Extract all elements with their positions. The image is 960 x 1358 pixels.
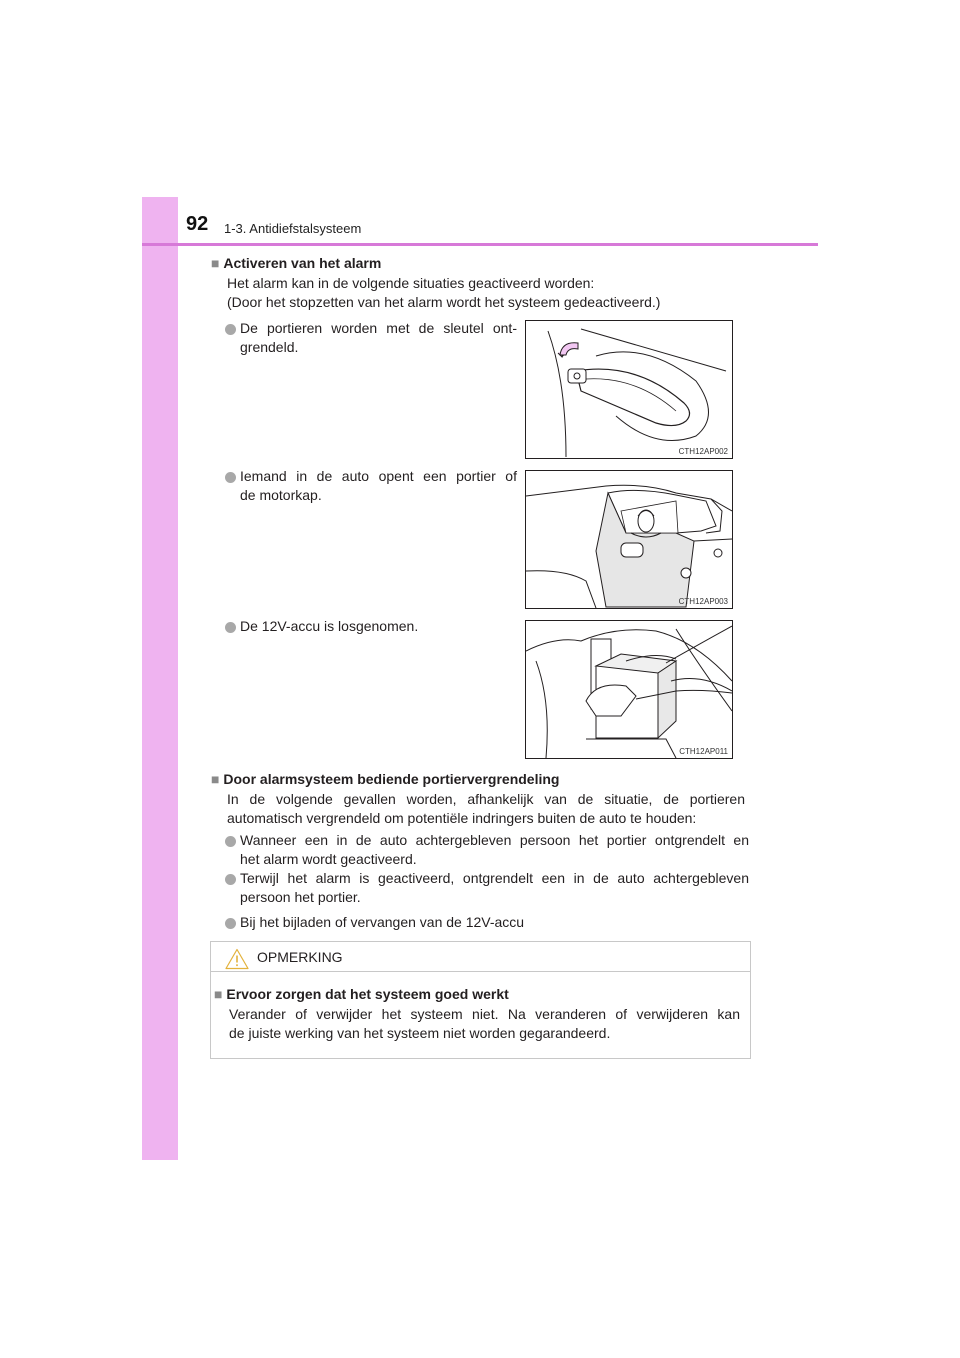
door-key-figure <box>525 320 733 459</box>
door-lock-intro-line2: automatisch vergrendeld om potentiële indringers buiten de auto te houden: <box>227 810 697 826</box>
heading-text: Door alarmsysteem bediende portiervergrendeling <box>223 771 560 787</box>
door-lock-intro-line1: In de volgende gevallen worden, afhankelijk van de situatie, de portieren <box>227 791 745 807</box>
section-title: 1-3. Antidiefstalsysteem <box>224 221 362 236</box>
notice-divider <box>211 971 750 972</box>
side-bar <box>142 197 178 1160</box>
notice-heading <box>214 985 509 1004</box>
notice-box <box>210 941 751 1059</box>
battery-removal-figure <box>525 620 733 759</box>
notice-text-line1: Verander of verwijder het systeem niet. Na veranderen of verwijderen kan <box>229 1006 740 1022</box>
alarm-intro-line1: Het alarm kan in de volgende situaties geactiveerd worden: <box>227 275 595 291</box>
heading-text: Activeren van het alarm <box>223 255 382 271</box>
warning-triangle-icon <box>225 948 249 970</box>
round-bullet-icon <box>225 472 236 483</box>
round-bullet-icon <box>225 836 236 847</box>
heading-text: Ervoor zorgen dat het systeem goed werkt <box>226 986 509 1002</box>
square-bullet-icon: ■ <box>211 771 220 787</box>
door-lock-bullet-2-line2: persoon het portier. <box>240 889 361 905</box>
round-bullet-icon <box>225 918 236 929</box>
door-lock-bullet-3-line1: Bij het bijladen of vervangen van de 12V-accu <box>240 914 525 930</box>
person-opens-door-figure <box>525 470 733 609</box>
alarm-intro-line2: (Door het stopzetten van het alarm wordt het systeem gedeactiveerd.) <box>227 294 661 310</box>
square-bullet-icon: ■ <box>211 255 220 271</box>
figure-code: CTH12AP002 <box>678 447 728 456</box>
header-rule <box>142 243 818 246</box>
section-heading-door-lock <box>211 770 559 789</box>
alarm-item-1-line2: grendeld. <box>240 339 299 355</box>
square-bullet-icon: ■ <box>214 986 223 1002</box>
page-number: 92 <box>186 213 209 235</box>
figure-code: CTH12AP011 <box>679 747 728 756</box>
notice-label: OPMERKING <box>257 949 343 965</box>
round-bullet-icon <box>225 324 236 335</box>
door-lock-bullet-1-line2: het alarm wordt geactiveerd. <box>240 851 417 867</box>
section-heading-alarm <box>211 254 381 273</box>
round-bullet-icon <box>225 874 236 885</box>
door-lock-bullet-2-line1: Terwijl het alarm is geactiveerd, ontgrendelt een in de auto achtergebleven <box>240 870 749 886</box>
alarm-item-3-line1: De 12V-accu is losgenomen. <box>240 618 419 634</box>
figure-code: CTH12AP003 <box>678 597 728 606</box>
alarm-item-1-line1: De portieren worden met de sleutel ont- <box>240 320 517 336</box>
alarm-item-2-line2: de motorkap. <box>240 487 322 503</box>
round-bullet-icon <box>225 622 236 633</box>
alarm-item-2-line1: Iemand in de auto opent een portier of <box>240 468 517 484</box>
door-lock-bullet-1-line1: Wanneer een in de auto achtergebleven persoon het portier ontgrendelt en <box>240 832 749 848</box>
notice-text-line2: de juiste werking van het systeem niet worden gegarandeerd. <box>229 1025 611 1041</box>
